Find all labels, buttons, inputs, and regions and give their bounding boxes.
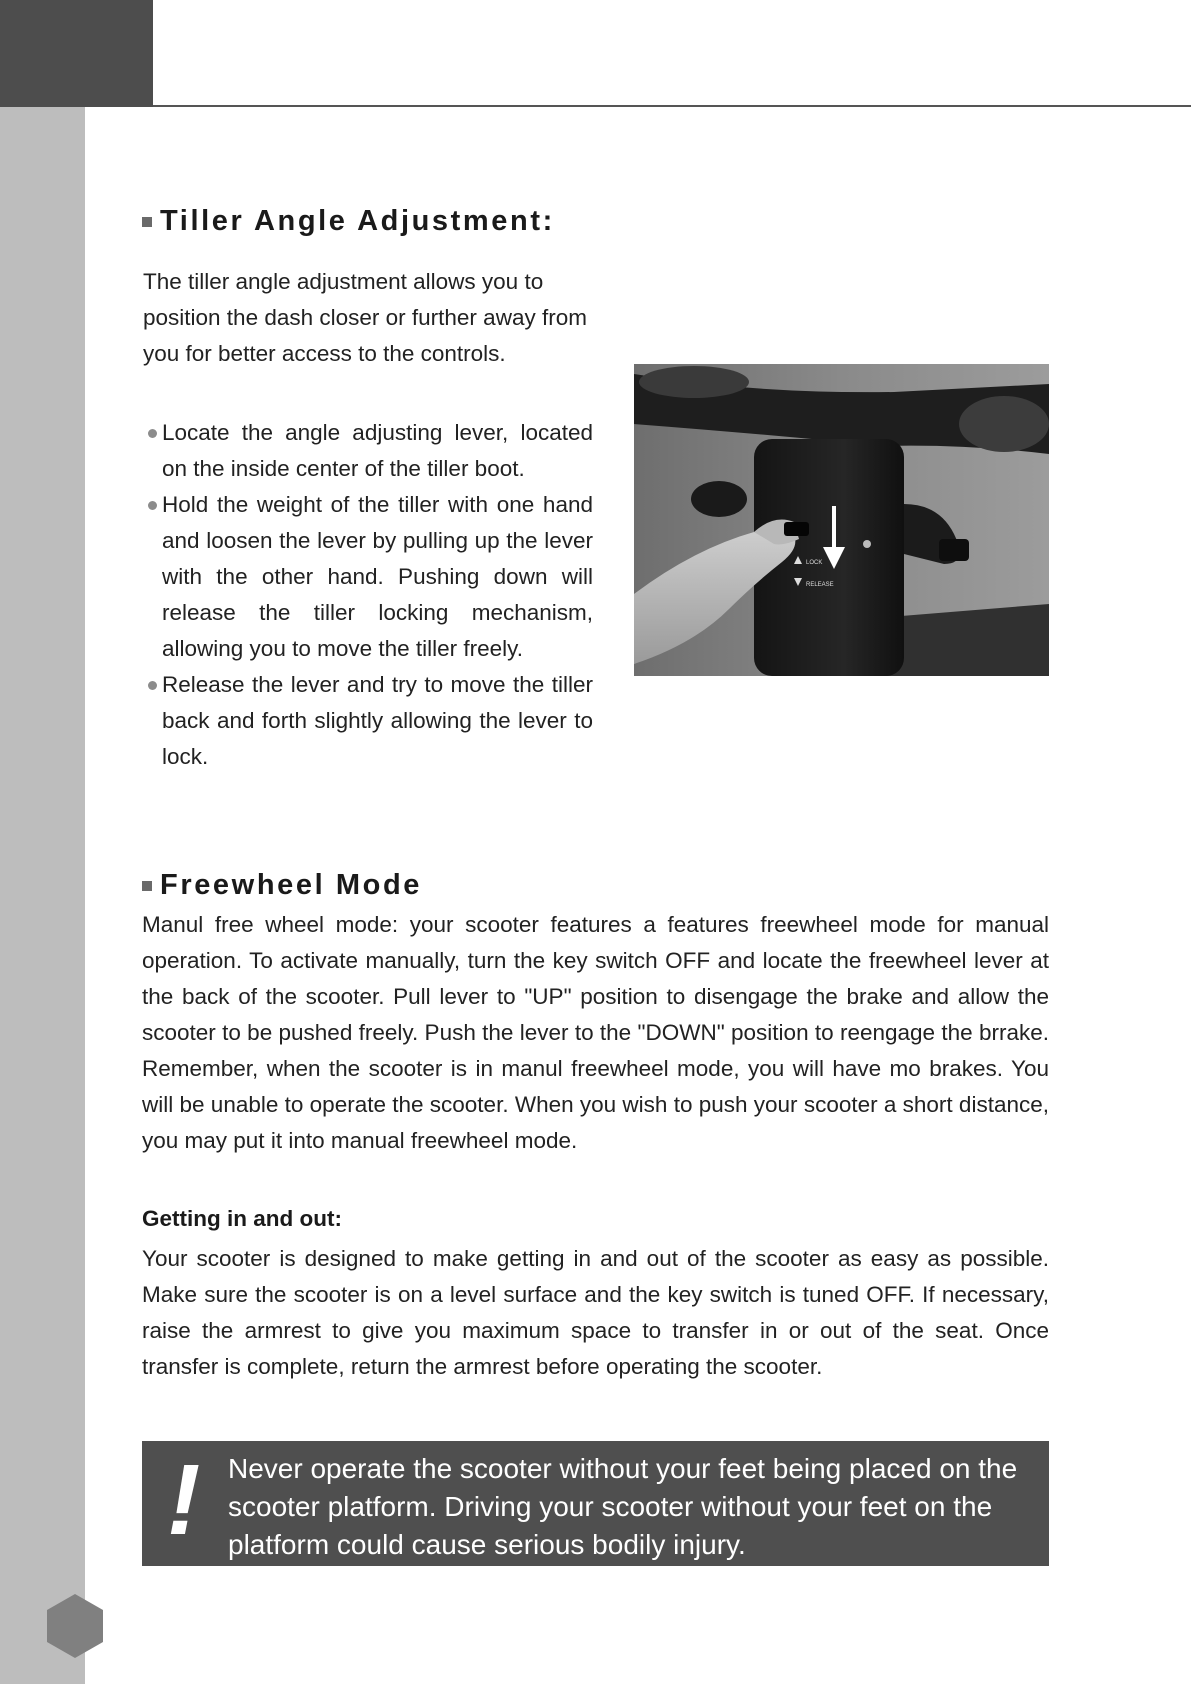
freewheel-heading-text: Freewheel Mode: [160, 869, 423, 901]
lock-label: LOCK: [806, 560, 823, 566]
getting-in-out-body: Your scooter is designed to make getting in and out of the scooter as easy as possible. Make sure the scooter is on a level surface and the key switch is tuned OFF. If necessary, raise the armrest to give you maximum space to transfer in or out of the seat. Once transfer is complete, return the armrest before operating the scooter.: [142, 1246, 1049, 1379]
freewheel-heading: [142, 869, 422, 902]
angle-lever: [784, 522, 809, 536]
list-item: [148, 667, 593, 775]
list-item-text: Release the lever and try to move the tiller back and forth slightly allowing the lever to lock.: [162, 672, 593, 769]
list-item-text: Locate the angle adjusting lever, located on the inside center of the tiller boot.: [162, 420, 593, 481]
left-lever: [691, 481, 747, 517]
tiller-steps: [148, 415, 593, 775]
freewheel-body: Manul free wheel mode: your scooter features a features freewheel mode for manual operation. To activate manually, turn the key switch OFF and locate the freewheel lever at the back of the scooter. Pull lever to "UP" position to disengage the brake and allow the scooter to be pushed freely. Push the lever to the "DOWN" position to reengage the brrake. Remember, when the scooter is in manul freewheel mode, you will have mo brakes. You will be unable to operate the scooter. When you wish to push your scooter a short distance, you may put it into manual freewheel mode.: [142, 912, 1049, 1153]
heading-square-icon: [142, 881, 152, 891]
heading-square-icon: [142, 217, 152, 227]
warning-text: Never operate the scooter without your feet being placed on the scooter platform. Driving your scooter without your feet on the platform could cause serious bodily injury.: [228, 1453, 1018, 1560]
list-item: [148, 415, 593, 487]
bullet-icon: [148, 501, 157, 510]
release-label: RELEASE: [806, 582, 834, 588]
warning-box: [142, 1441, 1049, 1566]
right-grip: [959, 396, 1049, 452]
tiller-photo-illustration: [634, 364, 1049, 676]
bullet-icon: [148, 681, 157, 690]
tiller-intro: The tiller angle adjustment allows you to position the dash closer or further away from you for better access to the controls.: [143, 269, 587, 366]
list-item: [148, 487, 593, 667]
tiller-photo: [634, 364, 1049, 676]
tiller-heading-text: Tiller Angle Adjustment:: [160, 205, 555, 237]
bullet-icon: [148, 429, 157, 438]
key-switch: [939, 539, 969, 561]
left-grip: [639, 366, 749, 398]
list-item-text: Hold the weight of the tiller with one hand and loosen the lever by pulling up the lever with the other hand. Pushing down will release the tiller locking mechanism, allowing you to move the tiller freely.: [162, 492, 593, 661]
header-corner-block: [0, 0, 153, 107]
getting-in-out-heading: Getting in and out:: [142, 1206, 342, 1231]
tiller-heading: [142, 205, 555, 238]
screw: [863, 540, 871, 548]
side-strip: [0, 107, 85, 1684]
exclamation-icon: !: [167, 1444, 201, 1556]
header-rule: [153, 105, 1191, 107]
